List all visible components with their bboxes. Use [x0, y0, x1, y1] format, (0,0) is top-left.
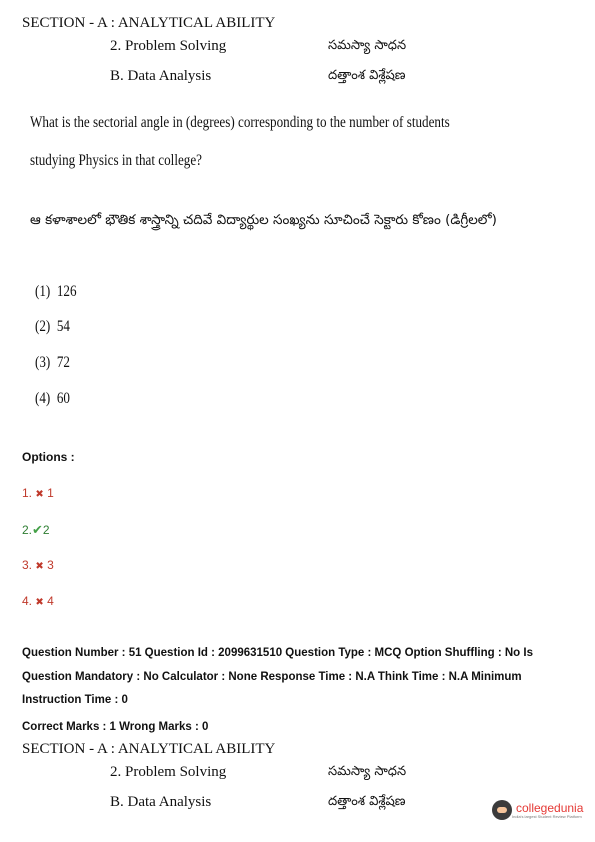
- section-title: SECTION - A : ANALYTICAL ABILITY: [22, 15, 276, 31]
- meta-line-2: Question Mandatory : No Calculator : None Response Time : N.A Think Time : N.A Minimum: [22, 671, 522, 683]
- subsection-problem-solving-next: 2. Problem Solving: [110, 764, 227, 780]
- logo-name: collegedunia: [516, 800, 584, 815]
- subsection-data-analysis: B. Data Analysis: [110, 68, 212, 84]
- section-title-next: SECTION - A : ANALYTICAL ABILITY: [22, 741, 276, 757]
- logo-tagline: India's largest Student Review Platform: [512, 813, 582, 819]
- choice-4: (4) 60: [35, 390, 70, 407]
- option-row-3: 3. ✖ 3: [22, 558, 54, 572]
- option-row-1: 1. ✖ 1: [22, 486, 54, 500]
- subsection-problem-solving-telugu: సమస్యా సాధన: [328, 38, 407, 53]
- mascot-icon: [492, 800, 512, 820]
- wrong-icon: ✖: [35, 597, 44, 608]
- question-text-line2: studying Physics in that college?: [30, 152, 202, 169]
- option-row-2: 2.✔2: [22, 522, 50, 537]
- marks-line: Correct Marks : 1 Wrong Marks : 0: [22, 721, 209, 733]
- option-row-4: 4. ✖ 4: [22, 594, 54, 608]
- options-heading: Options :: [22, 450, 75, 464]
- subsection-data-analysis-telugu-next: దత్తాంశ విశ్లేషణ: [328, 794, 406, 809]
- subsection-problem-solving: 2. Problem Solving: [110, 38, 227, 54]
- subsection-data-analysis-next: B. Data Analysis: [110, 794, 212, 810]
- choice-2: (2) 54: [35, 318, 70, 335]
- meta-line-3: Instruction Time : 0: [22, 694, 128, 706]
- question-text-telugu: ఆ కళాశాలలో భౌతిక శాస్త్రాన్ని చదివే విద్యార్థుల సంఖ్యను సూచించే సెక్టారు కోణం (డిగ్రీలలో): [30, 212, 497, 228]
- choice-3: (3) 72: [35, 354, 70, 371]
- wrong-icon: ✖: [35, 561, 44, 572]
- collegedunia-logo: [492, 800, 583, 820]
- subsection-problem-solving-telugu-next: సమస్యా సాధన: [328, 764, 407, 779]
- correct-check-icon: ✔: [32, 522, 43, 537]
- subsection-data-analysis-telugu: దత్తాంశ విశ్లేషణ: [328, 68, 406, 83]
- wrong-icon: ✖: [35, 489, 44, 500]
- question-text-line1: What is the sectorial angle in (degrees) corresponding to the number of students: [30, 114, 450, 131]
- choice-1: (1) 126: [35, 283, 77, 300]
- meta-line-1: Question Number : 51 Question Id : 2099631510 Question Type : MCQ Option Shuffling : No Is: [22, 647, 533, 659]
